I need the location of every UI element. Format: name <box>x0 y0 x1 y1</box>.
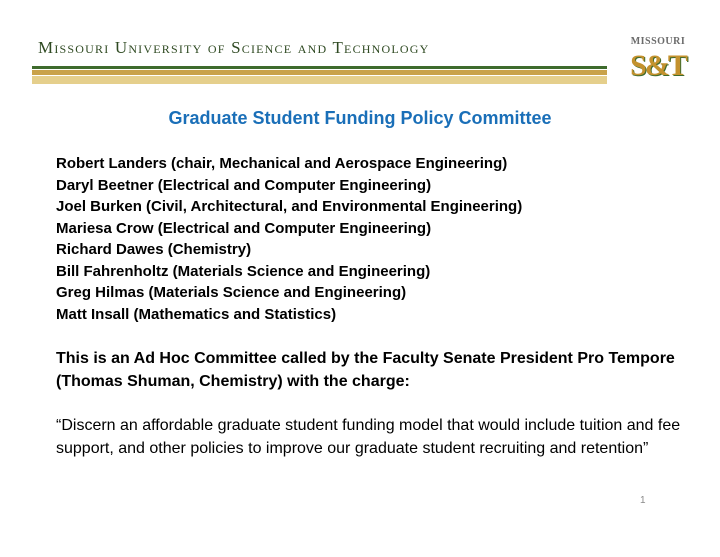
university-logo <box>620 36 690 86</box>
logo-mark: S&T <box>630 49 686 82</box>
slide-header <box>0 0 720 92</box>
logo-word: MISSOURI <box>630 36 686 47</box>
header-rule-light-gold <box>32 76 607 84</box>
member-item: Daryl Beetner (Electrical and Computer Engineering) <box>56 176 432 194</box>
charge-quote: “Discern an affordable graduate student funding model that would include tuition and fee support, and other policies to improve our graduate student recruiting and retention” <box>56 417 681 457</box>
member-item: Richard Dawes (Chemistry) <box>56 241 252 258</box>
member-item: Bill Fahrenholtz (Materials Science and Engineering) <box>56 262 431 280</box>
charge-intro: This is an Ad Hoc Committee called by the Faculty Senate President Pro Tempore (Thomas Shuman, Chemistry) with the charge: <box>56 350 675 390</box>
member-item: Matt Insall (Mathematics and Statistics) <box>56 305 337 323</box>
slide-title: Graduate Student Funding Policy Committee <box>168 108 552 128</box>
page-number: 1 <box>640 495 646 506</box>
member-item: Joel Burken (Civil, Architectural, and Environmental Engineering) <box>56 198 523 215</box>
member-list <box>56 153 696 325</box>
member-item: Mariesa Crow (Electrical and Computer Engineering) <box>56 219 432 237</box>
member-item: Greg Hilmas (Materials Science and Engineering) <box>56 284 407 301</box>
header-rule-gold <box>32 70 607 75</box>
member-item: Robert Landers (chair, Mechanical and Aerospace Engineering) <box>56 155 508 172</box>
header-rule-dark <box>32 66 607 69</box>
university-name: Missouri University of Science and Technology <box>38 38 430 57</box>
